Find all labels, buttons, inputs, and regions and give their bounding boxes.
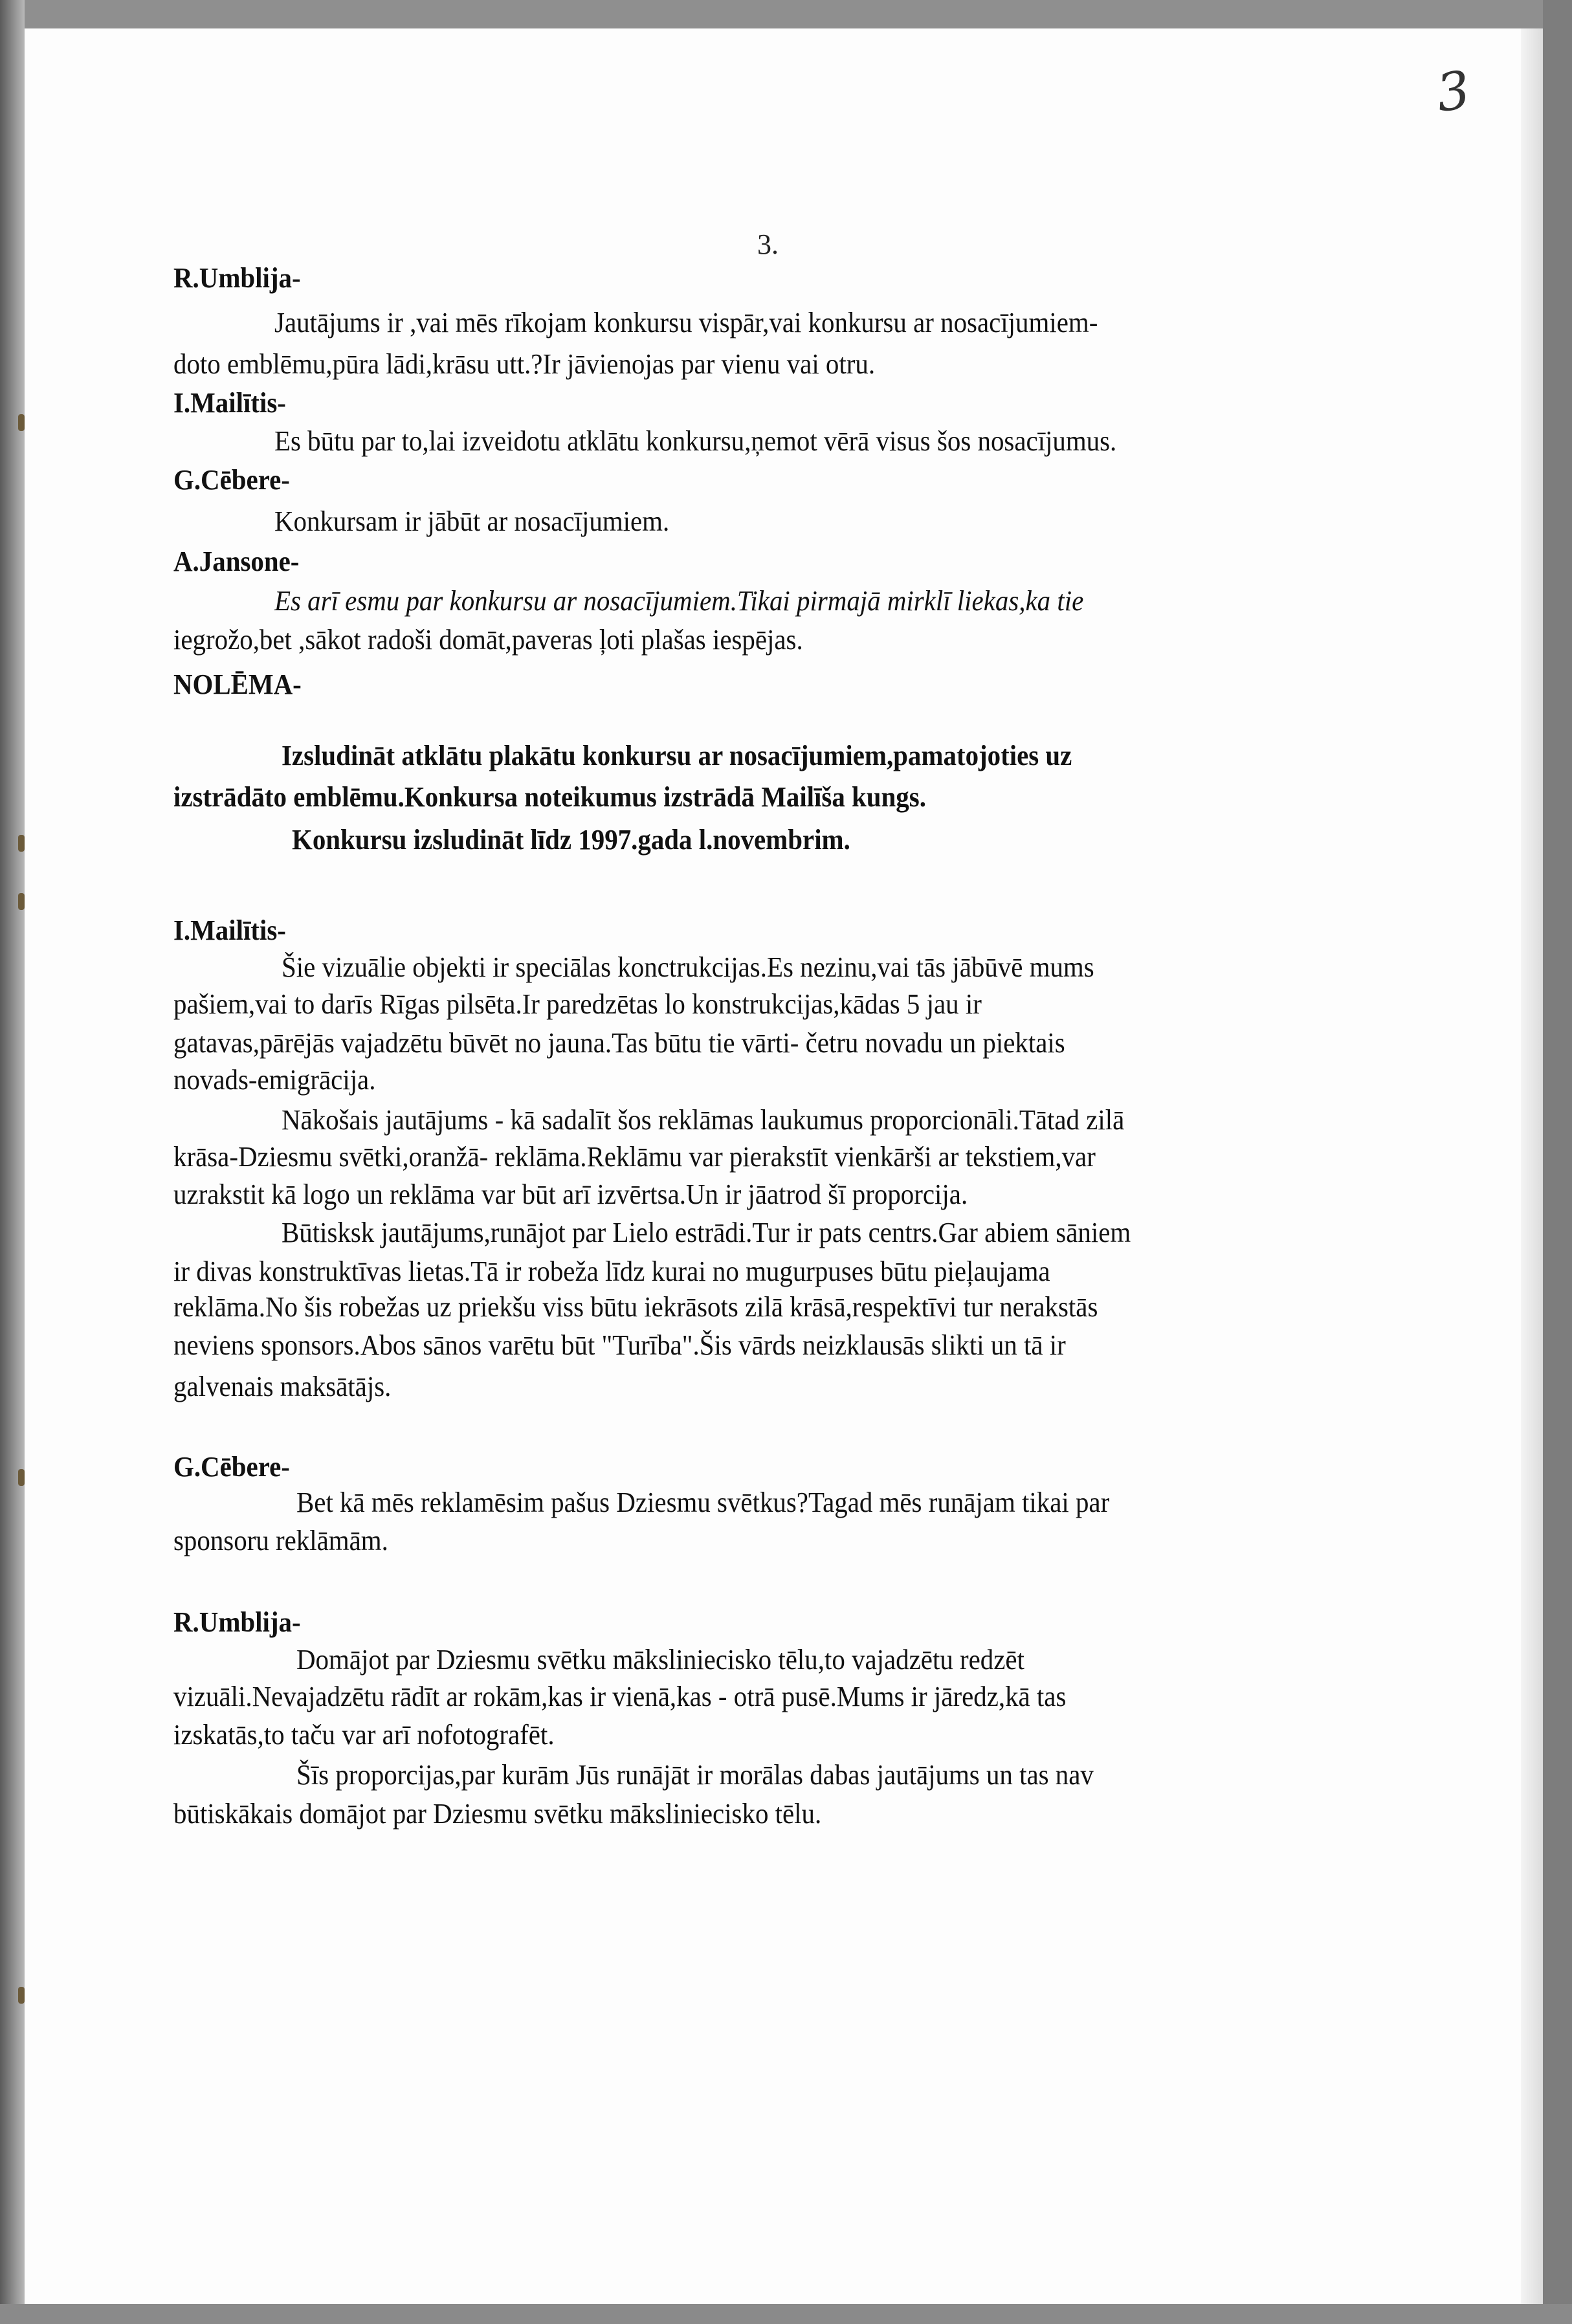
- scan-bottom-border: [0, 2304, 1572, 2324]
- text-line: doto emblēmu,pūra lādi,krāsu utt.?Ir jāvienojas par vienu vai otru.: [173, 348, 876, 380]
- text-line: ir divas konstruktīvas lietas.Tā ir robeža līdz kurai no mugurpuses būtu pieļaujama: [173, 1256, 1050, 1287]
- decision-heading: NOLĒMA-: [173, 669, 302, 700]
- text-line: pašiem,vai to darīs Rīgas pilsēta.Ir paredzētas lo konstrukcijas,kādas 5 jau ir: [173, 988, 982, 1020]
- text-line: Domājot par Dziesmu svētku māksliniecisko tēlu,to vajadzētu redzēt: [296, 1644, 1024, 1676]
- speaker-name: I.Mailītis-: [173, 387, 286, 419]
- speaker-name: I.Mailītis-: [173, 914, 286, 946]
- text-line: Es arī esmu par konkursu ar nosacījumiem.Tikai pirmajā mirklī liekas,ka tie: [274, 585, 1084, 617]
- text-line: Būtisksk jautājums,runājot par Lielo estrādi.Tur ir pats centrs.Gar abiem sāniem: [282, 1217, 1131, 1248]
- scan-right-border: [1543, 0, 1572, 2324]
- text-line: Jautājums ir ,vai mēs rīkojam konkursu vispār,vai konkursu ar nosacījumiem-: [274, 307, 1098, 338]
- binder-hole: [18, 1987, 25, 2004]
- page-number: 3.: [757, 228, 779, 260]
- text-line: Nākošais jautājums - kā sadalīt šos reklāmas laukumus proporcionāli.Tātad zilā: [282, 1104, 1125, 1136]
- text-line: novads-emigrācija.: [173, 1064, 376, 1096]
- handwritten-page-number: 3: [1432, 59, 1474, 124]
- text-line: izskatās,to taču var arī nofotografēt.: [173, 1719, 555, 1751]
- text-line: iegrožo,bet ,sākot radoši domāt,paveras ļoti plašas iespējas.: [173, 624, 803, 656]
- page-edge-shadow: [1521, 28, 1543, 2313]
- text-line: būtiskākais domājot par Dziesmu svētku māksliniecisko tēlu.: [173, 1798, 822, 1830]
- text-line: Šie vizuālie objekti ir speciālas konctrukcijas.Es nezinu,vai tās jābūvē mums: [282, 951, 1094, 983]
- text-line: krāsa-Dziesmu svētki,oranžā- reklāma.Reklāmu var pierakstīt vienkārši ar tekstiem,var: [173, 1141, 1096, 1173]
- speaker-name: R.Umblija-: [173, 1606, 301, 1638]
- speaker-name: A.Jansone-: [173, 546, 300, 577]
- scan-left-border: [0, 0, 25, 2324]
- binder-hole: [18, 414, 25, 431]
- text-line: galvenais maksātājs.: [173, 1371, 392, 1402]
- text-line: Es būtu par to,lai izveidotu atklātu konkursu,ņemot vērā visus šos nosacījumus.: [274, 425, 1117, 457]
- binder-hole: [18, 835, 25, 852]
- speaker-name: R.Umblija-: [173, 262, 301, 294]
- decision-line: izstrādāto emblēmu.Konkursa noteikumus izstrādā Mailīša kungs.: [173, 781, 926, 813]
- text-line: sponsoru reklāmām.: [173, 1525, 388, 1556]
- text-line: gatavas,pārējās vajadzētu būvēt no jauna.Tas būtu tie vārti- četru novadu un piektais: [173, 1027, 1065, 1059]
- text-line: Konkursam ir jābūt ar nosacījumiem.: [274, 505, 670, 537]
- binder-hole: [18, 893, 25, 910]
- text-line: Bet kā mēs reklamēsim pašus Dziesmu svētkus?Tagad mēs runājam tikai par: [296, 1487, 1110, 1518]
- text-line: Šīs proporcijas,par kurām Jūs runājāt ir morālas dabas jautājums un tas nav: [296, 1759, 1094, 1791]
- decision-line: Konkursu izsludināt līdz 1997.gada l.novembrim.: [292, 824, 850, 856]
- speaker-name: G.Cēbere-: [173, 464, 290, 496]
- binder-hole: [18, 1469, 25, 1486]
- speaker-name: G.Cēbere-: [173, 1451, 290, 1483]
- text-line: neviens sponsors.Abos sānos varētu būt "Turība".Šis vārds neizklausās slikti un tā ir: [173, 1329, 1066, 1361]
- decision-line: Izsludināt atklātu plakātu konkursu ar nosacījumiem,pamatojoties uz: [282, 740, 1072, 771]
- text-line: vizuāli.Nevajadzētu rādīt ar rokām,kas ir vienā,kas - otrā pusē.Mums ir jāredz,kā tas: [173, 1681, 1067, 1712]
- text-line: uzrakstit kā logo un reklāma var būt arī izvērtsa.Un ir jāatrod šī proporcija.: [173, 1179, 968, 1210]
- text-line: reklāma.No šis robežas uz priekšu viss būtu iekrāsots zilā krāsā,respektīvi tur nerakstās: [173, 1291, 1098, 1323]
- scan-top-border: [0, 0, 1572, 28]
